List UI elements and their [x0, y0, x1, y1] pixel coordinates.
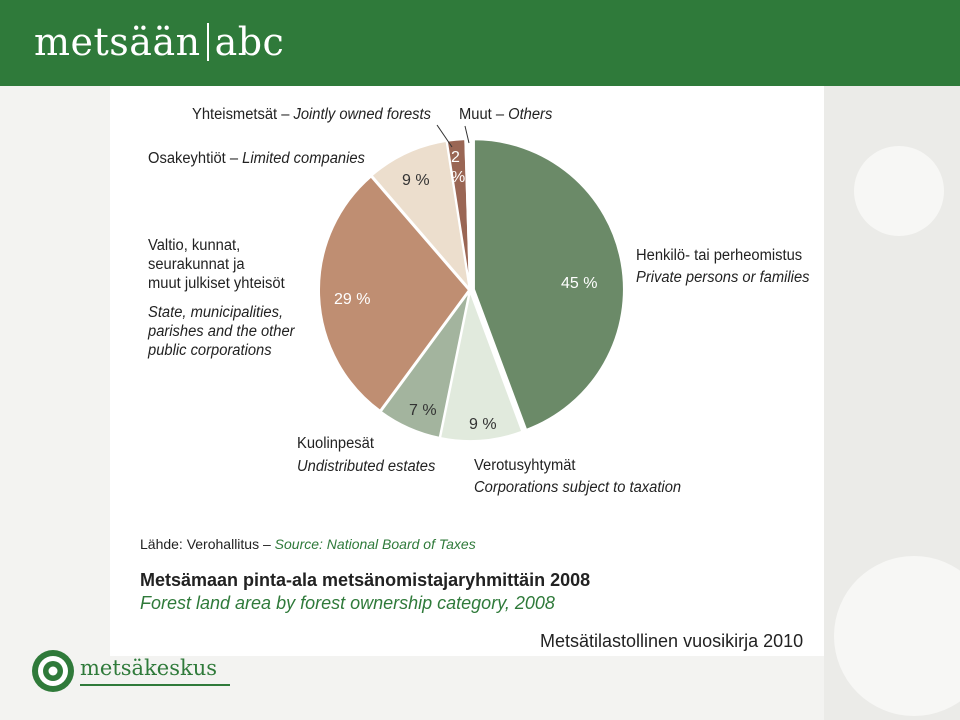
pct-label-companies: 9 % [402, 172, 430, 189]
label-state-en-1 [148, 303, 283, 323]
chart-title-en: Forest land area by forest ownership category, 2008 [140, 593, 555, 613]
label-state-en-2 [148, 322, 295, 342]
label-taxation-en [474, 478, 681, 498]
label-state-fi-3: muut julkiset yhteisöt [148, 275, 285, 292]
label-jointly-en: Jointly owned forests [293, 106, 431, 123]
label-state-en-3-text: public corporations [148, 342, 272, 359]
footer-logo-text: metsäkeskus [80, 656, 218, 680]
label-estates-fi: Kuolinpesät [297, 435, 374, 452]
label-others-en: Others [508, 106, 553, 123]
label-state-en-3 [148, 341, 272, 361]
pct-label-jointly-a: 2 [451, 149, 460, 166]
metsakeskus-emblem-icon [30, 648, 76, 694]
label-taxation-fi: Verotusyhtymät [474, 457, 576, 474]
label-state-en-1-text: State, municipalities, [148, 304, 284, 321]
label-private-en [636, 268, 809, 288]
label-companies [148, 149, 365, 169]
label-state-fi-2: seurakunnat ja [148, 256, 245, 273]
metsakeskus-logo[interactable] [30, 646, 250, 698]
yearbook-caption: Metsätilastollinen vuosikirja 2010 [540, 631, 804, 651]
label-others-fi: Muut – [459, 106, 509, 123]
label-jointly-fi: Yhteismetsät – [192, 106, 294, 123]
source-fi: Lähde: Verohallitus – [140, 536, 275, 552]
label-private-fi: Henkilö- tai perheomistus [636, 247, 803, 264]
source-note [140, 536, 476, 552]
pct-label-taxation: 9 % [469, 416, 497, 433]
label-jointly [192, 105, 431, 125]
logo-left-text: metsään [34, 20, 201, 64]
label-state-fi-1: Valtio, kunnat, [148, 237, 241, 254]
label-companies-en: Limited companies [242, 150, 365, 167]
label-estates-en-text: Undistributed estates [297, 458, 436, 475]
logo-right-text: abc [214, 20, 285, 64]
pct-label-estates: 7 % [409, 402, 437, 419]
label-estates-en [297, 457, 435, 477]
footer-logo-underline [80, 684, 230, 686]
label-others [459, 105, 552, 125]
label-taxation-en-text: Corporations subject to taxation [474, 479, 682, 496]
chart-title-fi: Metsämaan pinta-ala metsänomistajaryhmittäin 2008 [140, 570, 591, 590]
label-state-en-2-text: parishes and the other [148, 323, 295, 340]
pct-label-state: 29 % [334, 291, 371, 308]
source-en: Source: National Board of Taxes [274, 536, 476, 552]
pct-label-jointly-b: % [451, 169, 466, 186]
label-companies-fi: Osakeyhtiöt – [148, 150, 243, 167]
label-private-en-text: Private persons or families [636, 269, 810, 286]
pct-label-private: 45 % [561, 275, 598, 292]
